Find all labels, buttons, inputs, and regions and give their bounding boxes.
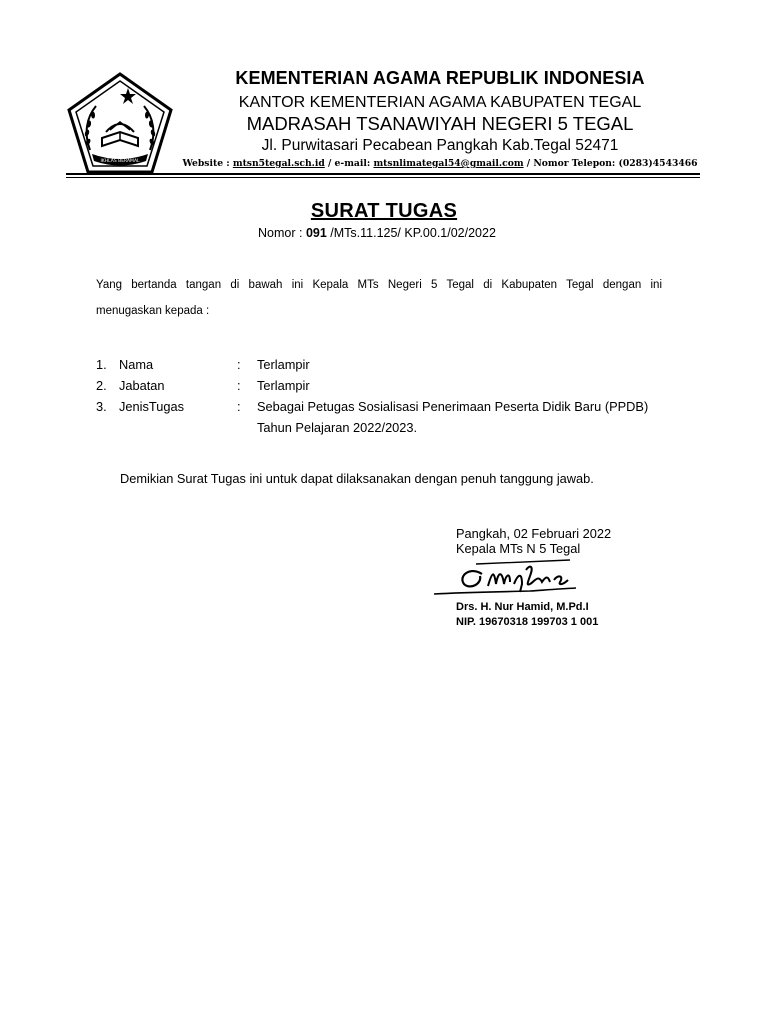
item-number: 1. xyxy=(96,357,107,372)
ministry-logo xyxy=(66,72,174,178)
item-colon: : xyxy=(237,378,241,393)
closing-statement: Demikian Surat Tugas ini untuk dapat dilaksanakan dengan penuh tanggung jawab. xyxy=(120,471,594,486)
contact-line xyxy=(180,158,700,169)
number-label: Nomor : xyxy=(258,226,306,240)
letter-title: SURAT TUGAS xyxy=(310,200,458,222)
website-label: Website : xyxy=(182,158,233,169)
letterhead-rule-thick xyxy=(66,173,700,175)
item-number: 3. xyxy=(96,399,107,414)
item-number: 2. xyxy=(96,378,107,393)
item-label: JenisTugas xyxy=(119,399,184,414)
ministry-name: KEMENTERIAN AGAMA REPUBLIK INDONESIA xyxy=(235,68,645,88)
number-rest: /MTs.11.125/ KP.00.1/02/2022 xyxy=(326,226,496,240)
phone-number: (0283)4543466 xyxy=(618,158,698,169)
item-label: Jabatan xyxy=(119,378,165,393)
item-colon: : xyxy=(237,357,241,372)
item-value: Terlampir xyxy=(257,378,310,393)
intro-line-2: menugaskan kepada : xyxy=(96,305,210,317)
email-link[interactable]: mtsnlimategal54@gmail.com xyxy=(373,158,524,169)
place-date: Pangkah, 02 Februari 2022 xyxy=(456,526,612,541)
school-name: MADRASAH TSANAWIYAH NEGERI 5 TEGAL xyxy=(246,113,634,134)
item-label: Nama xyxy=(119,357,154,372)
website-link[interactable]: mtsn5tegal.sch.id xyxy=(232,158,325,169)
handwritten-signature xyxy=(430,558,580,602)
number-bold: 091 xyxy=(305,226,327,240)
letter-number xyxy=(258,226,496,240)
logo-motto: IKHLAS BERAMAL xyxy=(100,159,140,164)
intro-line-1: Yang bertanda tangan di bawah ini Kepala MTs Negeri 5 Tegal di Kabupaten Tegal dengan ini xyxy=(96,279,662,291)
item-colon: : xyxy=(237,399,241,414)
signer-position: Kepala MTs N 5 Tegal xyxy=(456,541,581,556)
email-label: / e-mail: xyxy=(324,158,374,169)
school-address: Jl. Purwitasari Pecabean Pangkah Kab.Tegal 52471 xyxy=(261,137,619,154)
signer-name: Drs. H. Nur Hamid, M.Pd.I xyxy=(456,601,589,613)
signer-nip: NIP. 19670318 199703 1 001 xyxy=(456,616,599,628)
office-name: KANTOR KEMENTERIAN AGAMA KABUPATEN TEGAL xyxy=(238,94,642,111)
letterhead-rule-thin xyxy=(66,177,700,178)
phone-label: / Nomor Telepon: xyxy=(523,158,619,169)
item-value-continuation: Tahun Pelajaran 2022/2023. xyxy=(257,420,418,435)
item-value: Sebagai Petugas Sosialisasi Penerimaan Peserta Didik Baru (PPDB) xyxy=(257,399,649,414)
item-value: Terlampir xyxy=(257,357,310,372)
